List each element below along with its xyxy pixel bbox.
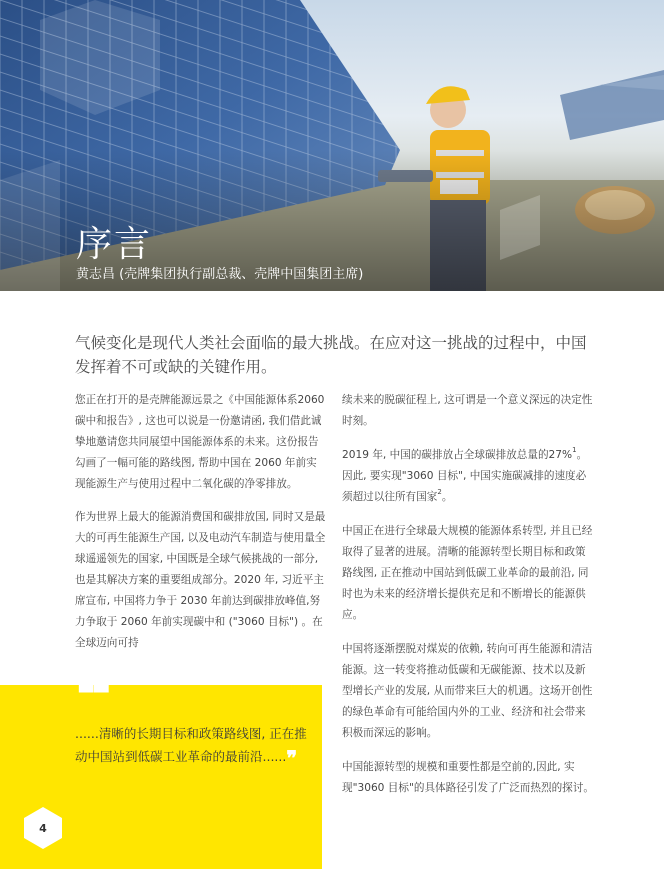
right-paragraph-1: 续未来的脱碳征程上, 这可谓是一个意义深远的决定性时刻。: [342, 394, 593, 427]
right-paragraph-2: [342, 445, 594, 508]
right-column: [342, 390, 594, 812]
left-paragraph-2: 作为世界上最大的能源消费国和碳排放国, 同时又是最大的可再生能源生产国, 以及电动汽车制造与使用量全球遥遥领先的国家, 中国既是全球气候挑战的一部分, 也是其解决方案的重要组成部分。2020 年, 习近平主席宣布, 中国将力争于 2030 年前达到碳排放峰值,努力争取于 2060 年前实现碳中和 ("3060 目标") 。在全球迈向可持: [75, 511, 326, 649]
right-paragraph-2-part-a: 2019 年, 中国的碳排放占全球碳排放总量的27%: [342, 449, 573, 461]
pull-quote: [75, 722, 307, 770]
footnote-ref-2: 2: [437, 488, 442, 496]
hero-image: [0, 0, 664, 291]
close-quote-icon: ❞: [286, 746, 298, 770]
right-paragraph-5: 中国能源转型的规模和重要性都是空前的,因此, 实现"3060 目标"的具体路径引发了广泛而热烈的探讨。: [342, 761, 594, 794]
pull-quote-text: ......清晰的长期目标和政策路线图, 正在推动中国站到低碳工业革命的最前沿......: [75, 726, 307, 764]
author-subtitle: 黄志昌 (壳牌集团执行副总裁、壳牌中国集团主席): [76, 267, 364, 282]
right-paragraph-4: 中国将逐渐摆脱对煤炭的依赖, 转向可再生能源和清洁能源。这一转变将推动低碳和无碳能源、技术以及新型增长产业的发展, 从而带来巨大的机遇。这场开创性的绿色革命有可能给国内外的工业、经济和社会带来积极而深远的影响。: [342, 643, 593, 739]
left-column: [75, 390, 327, 666]
page-title: 序言: [76, 224, 153, 265]
footnote-ref-1: 1: [572, 446, 577, 454]
lead-paragraph: 气候变化是现代人类社会面临的最大挑战。在应对这一挑战的过程中，中国发挥着不可或缺的关键作用。: [75, 334, 587, 376]
right-paragraph-2-part-c: 。: [441, 491, 453, 503]
right-paragraph-3: 中国正在进行全球最大规模的能源体系转型, 并且已经取得了显著的进展。清晰的能源转型长期目标和政策路线图, 正在推动中国站到低碳工业革命的最前沿, 同时也为未来的经济增长提供充足和不断增长的能源供应。: [342, 525, 593, 621]
right-paragraph-2-part-b: 。因此, 要实现"3060 目标", 中国实施碳减排的速度必须超过以往所有国家: [342, 449, 588, 503]
open-quote-icon: ❝: [74, 653, 112, 736]
page-number: 4: [39, 821, 47, 835]
left-paragraph-1: 您正在打开的是壳牌能源远景之《中国能源体系2060 碳中和报告》, 这也可以说是一份邀请函, 我们借此诚挚地邀请您共同展望中国能源体系的未来。这份报告勾画了一幅可能的路线图, 帮助中国在 2060 年前实现能源生产与使用过程中二氧化碳的净零排放。: [75, 394, 325, 490]
